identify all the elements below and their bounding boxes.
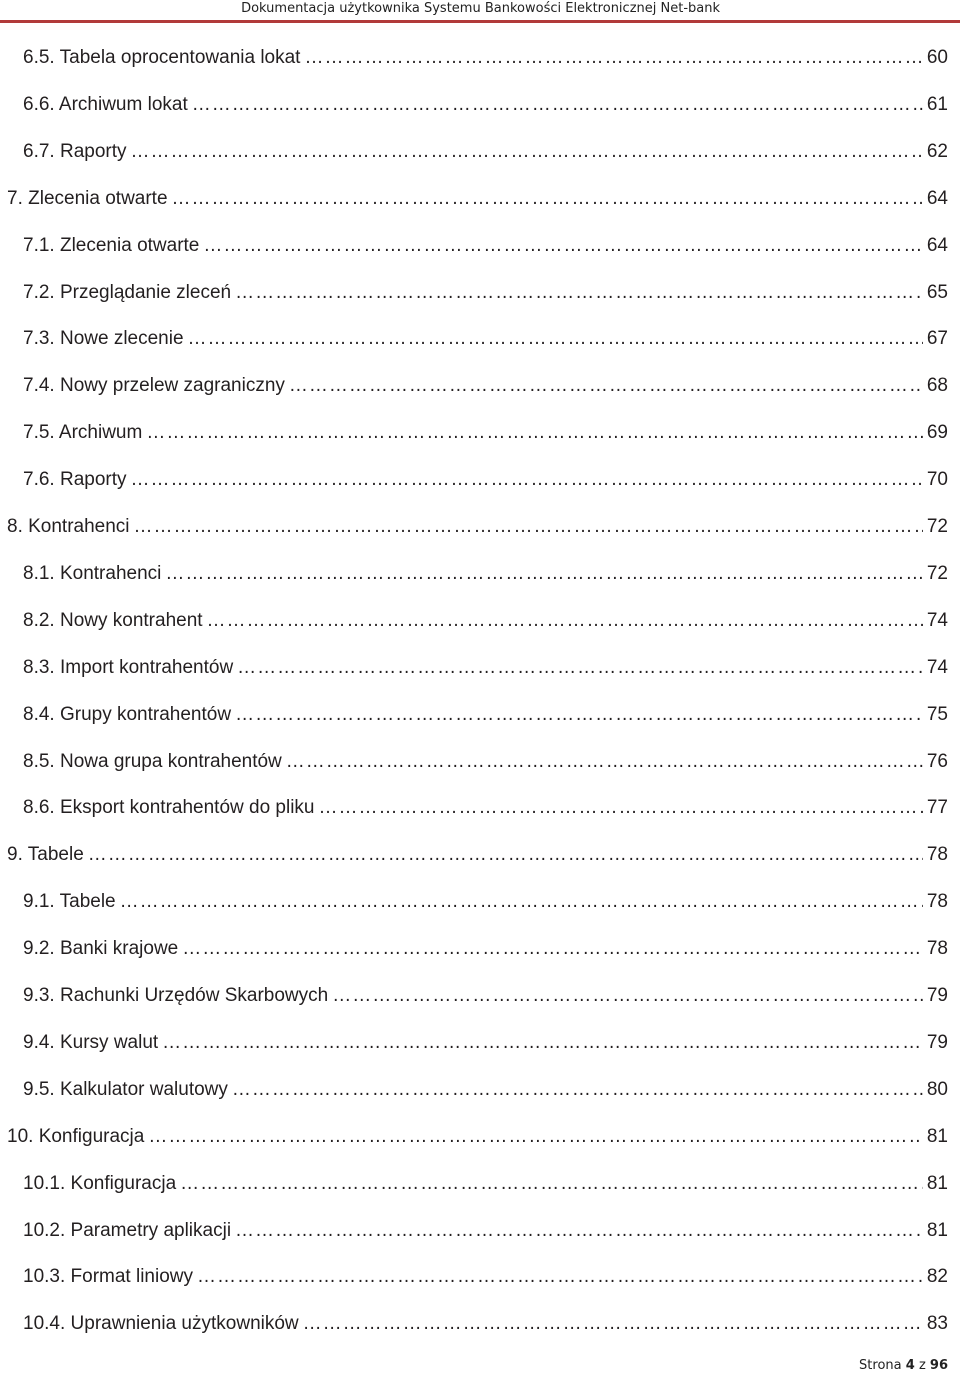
toc-entry[interactable] [7,839,948,871]
toc-entry-page-number: 78 [926,891,948,913]
dot-leader [203,230,922,262]
dot-leader [146,417,923,449]
dot-leader [235,277,923,309]
dot-leader [180,1168,923,1200]
toc-entry-label: 10.2. Parametry aplikacji [23,1219,232,1241]
toc-entry-page-number: 74 [926,609,948,631]
page-separator: z [918,1358,926,1373]
toc-entry-label: 10.4. Uprawnienia użytkowników [23,1313,299,1335]
total-page-count: 96 [929,1358,948,1373]
toc-entry-label: 9.4. Kursy walut [23,1031,159,1053]
toc-entry[interactable] [23,230,948,262]
toc-entry[interactable] [23,277,948,309]
dot-leader [207,605,923,637]
toc-entry-label: 7.2. Przeglądanie zleceń [23,281,232,303]
toc-entry-page-number: 80 [926,1078,948,1100]
dot-leader [304,42,922,74]
toc-entry-page-number: 76 [926,750,948,772]
toc-entry[interactable] [7,183,948,215]
toc-entry-label: 9.2. Banki krajowe [23,938,179,960]
toc-entry[interactable] [23,370,948,402]
toc-entry-page-number: 74 [926,656,948,678]
document-title: Dokumentacja użytkownika Systemu Bankowości Elektronicznej Net-bank [241,1,720,16]
dot-leader [131,464,923,496]
toc-entry[interactable] [23,699,948,731]
dot-leader [88,839,923,871]
dot-leader [134,511,923,543]
dot-leader [165,558,922,590]
toc-entry-page-number: 62 [926,140,948,162]
page-header [0,0,960,22]
toc-entry[interactable] [23,1074,948,1106]
toc-entry-page-number: 81 [926,1172,948,1194]
toc-entry-page-number: 68 [926,375,948,397]
toc-entry-label: 7. Zlecenia otwarte [7,187,168,209]
toc-entry-label: 8. Kontrahenci [7,516,130,537]
toc-entry[interactable] [23,1168,948,1200]
dot-leader [332,980,923,1012]
toc-entry-page-number: 77 [926,797,948,819]
toc-entry-page-number: 79 [926,1031,948,1053]
toc-entry-label: 10. Konfiguracja [7,1125,145,1147]
toc-entry-page-number: 64 [926,234,948,256]
toc-entry[interactable] [23,136,948,168]
toc-entry[interactable] [23,417,948,449]
toc-entry-label: 10.3. Format liniowy [23,1266,194,1288]
toc-entry[interactable] [23,1308,948,1340]
dot-leader [172,183,923,215]
toc-entry-label: 7.3. Nowe zlecenie [23,328,184,350]
toc-entry-label: 7.1. Zlecenia otwarte [23,234,200,256]
dot-leader [232,1074,923,1106]
toc-entry-page-number: 78 [926,938,948,960]
toc-entry-label: 8.6. Eksport kontrahentów do pliku [23,797,315,819]
toc-entry-label: 9.3. Rachunki Urzędów Skarbowych [23,985,329,1006]
toc-entry-page-number: 82 [926,1266,948,1288]
toc-entry-page-number: 81 [926,1125,948,1147]
toc-entry[interactable] [23,89,948,121]
toc-entry-page-number: 70 [926,469,948,491]
dot-leader [148,1121,923,1153]
dot-leader [286,746,923,778]
toc-entry-page-number: 69 [926,422,948,444]
toc-entry-label: 9. Tabele [7,844,84,866]
toc-entry-label: 9.1. Tabele [23,891,116,913]
toc-entry-page-number: 79 [926,985,948,1006]
dot-leader [197,1261,923,1293]
toc-entry-label: 6.6. Archiwum lokat [23,93,188,115]
toc-entry[interactable] [23,792,948,824]
toc-entry[interactable] [23,746,948,778]
toc-entry[interactable] [23,980,948,1012]
toc-entry[interactable] [23,605,948,637]
dot-leader [289,370,923,402]
toc-entry-page-number: 64 [926,187,948,209]
toc-entry-label: 7.4. Nowy przelew zagraniczny [23,375,285,397]
toc-entry-label: 9.5. Kalkulator walutowy [23,1078,228,1100]
toc-entry-page-number: 72 [926,562,948,584]
toc-entry-label: 6.5. Tabela oprocentowania lokat [23,47,301,68]
toc-entry-page-number: 83 [926,1313,948,1335]
dot-leader [319,792,923,824]
page-number-footer [859,1358,948,1373]
dot-leader [188,323,923,355]
toc-entry[interactable] [23,464,948,496]
toc-entry[interactable] [23,1215,948,1247]
toc-entry[interactable] [23,1261,948,1293]
toc-entry-label: 7.6. Raporty [23,469,127,491]
dot-leader [303,1308,923,1340]
dot-leader [182,933,923,965]
toc-entry[interactable] [23,558,948,590]
dot-leader [131,136,923,168]
toc-entry-label: 8.1. Kontrahenci [23,562,162,584]
toc-entry[interactable] [23,933,948,965]
current-page-number: 4 [905,1358,915,1373]
toc-entry[interactable] [23,1027,948,1059]
toc-entry-label: 6.7. Raporty [23,140,127,162]
dot-leader [120,886,923,918]
toc-entry-label: 8.2. Nowy kontrahent [23,609,203,631]
toc-entry-page-number: 72 [926,516,948,537]
dot-leader [162,1027,923,1059]
toc-entry[interactable] [23,42,948,74]
dot-leader [192,89,923,121]
toc-entry-label: 8.5. Nowa grupa kontrahentów [23,750,282,772]
header-divider [0,20,960,23]
toc-entry-page-number: 60 [926,47,948,68]
toc-entry-label: 7.5. Archiwum [23,422,143,444]
toc-entry-page-number: 67 [926,328,948,350]
toc-entry[interactable] [7,1121,948,1153]
toc-entry-label: 8.3. Import kontrahentów [23,656,234,678]
toc-entry-label: 8.4. Grupy kontrahentów [23,703,232,725]
toc-entry-label: 10.1. Konfiguracja [23,1172,177,1194]
toc-entry[interactable] [7,511,948,543]
page-label: Strona [859,1358,902,1373]
toc-entry[interactable] [23,652,948,684]
toc-entry-page-number: 78 [926,844,948,866]
dot-leader [235,1215,923,1247]
toc-entry-page-number: 61 [926,93,948,115]
dot-leader [237,652,923,684]
toc-entry[interactable] [23,323,948,355]
toc-entry-page-number: 75 [926,703,948,725]
toc-entry-page-number: 81 [926,1219,948,1241]
dot-leader [235,699,923,731]
toc-entry[interactable] [23,886,948,918]
toc-entry-page-number: 65 [926,281,948,303]
